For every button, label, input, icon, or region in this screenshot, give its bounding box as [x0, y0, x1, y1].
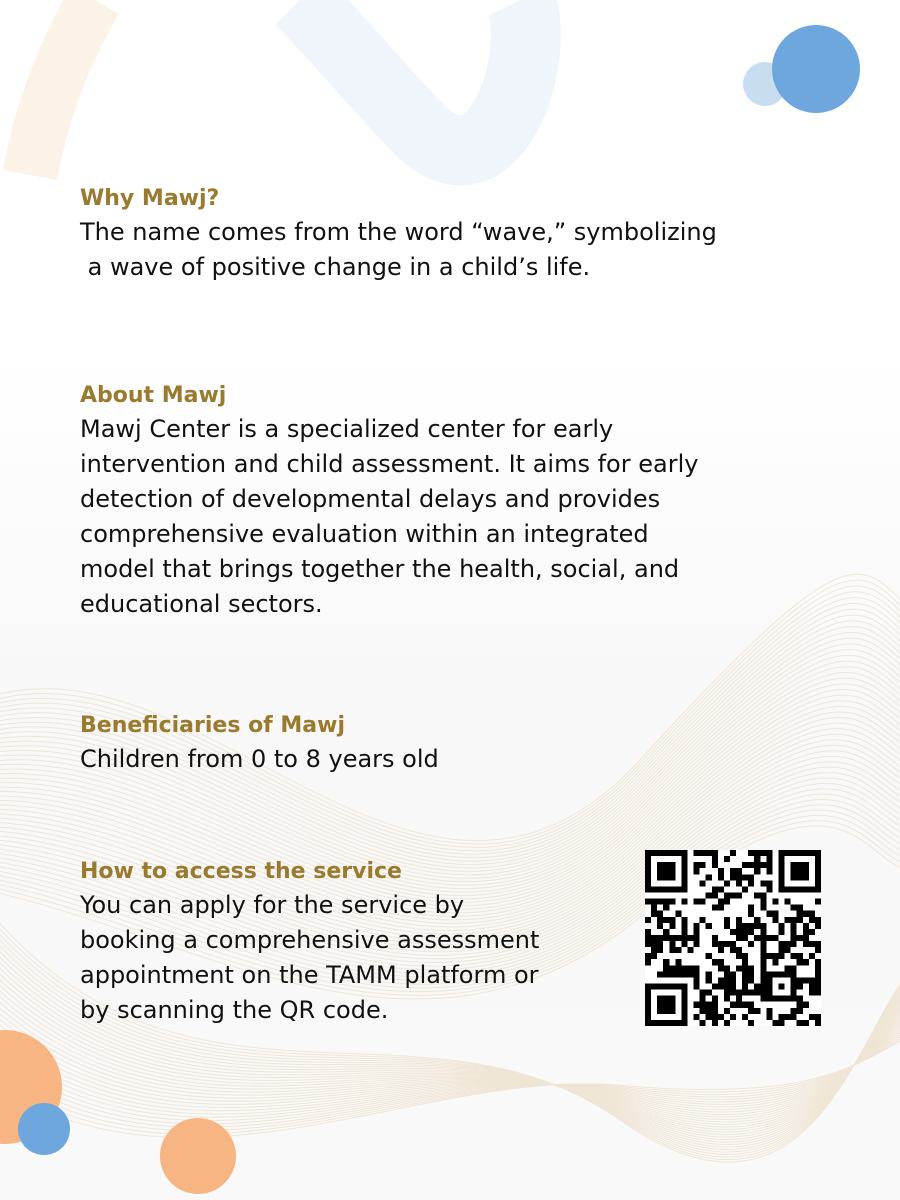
about-line-6: educational sectors. — [80, 590, 323, 618]
section-access — [80, 858, 539, 1028]
about-line-2: intervention and child assessment. It aims for early — [80, 450, 699, 478]
section-beneficiaries — [80, 712, 439, 777]
about-line-3: detection of developmental delays and provides — [80, 485, 661, 513]
about-line-1: Mawj Center is a specialized center for early — [80, 415, 614, 443]
beneficiaries-heading: Beneficiaries of Mawj — [80, 713, 346, 738]
access-line-2: booking a comprehensive assessment — [80, 926, 540, 954]
circle-bottom-blue — [18, 1103, 70, 1155]
access-line-3: appointment on the TAMM platform or — [80, 961, 539, 989]
access-line-1: You can apply for the service by — [80, 891, 465, 919]
about-line-4: comprehensive evaluation within an integrated — [80, 520, 649, 548]
deco-arc-blue — [300, 0, 526, 150]
circle-top-blue — [772, 25, 860, 113]
access-heading: How to access the service — [80, 859, 402, 884]
why-heading: Why Mawj? — [80, 186, 220, 211]
why-line-1: The name comes from the word “wave,” symbolizing — [80, 218, 717, 246]
beneficiaries-line-1: Children from 0 to 8 years old — [80, 745, 439, 773]
circle-bottom-orange-small — [160, 1118, 236, 1194]
section-about — [80, 382, 698, 622]
why-line-2: a wave of positive change in a child’s life. — [80, 253, 591, 281]
access-line-4: by scanning the QR code. — [80, 996, 389, 1024]
qr-code-icon[interactable] — [645, 850, 821, 1026]
about-heading: About Mawj — [80, 383, 227, 408]
section-why — [80, 185, 717, 285]
about-line-5: model that brings together the health, social, and — [80, 555, 680, 583]
deco-arc-orange — [30, 0, 95, 175]
